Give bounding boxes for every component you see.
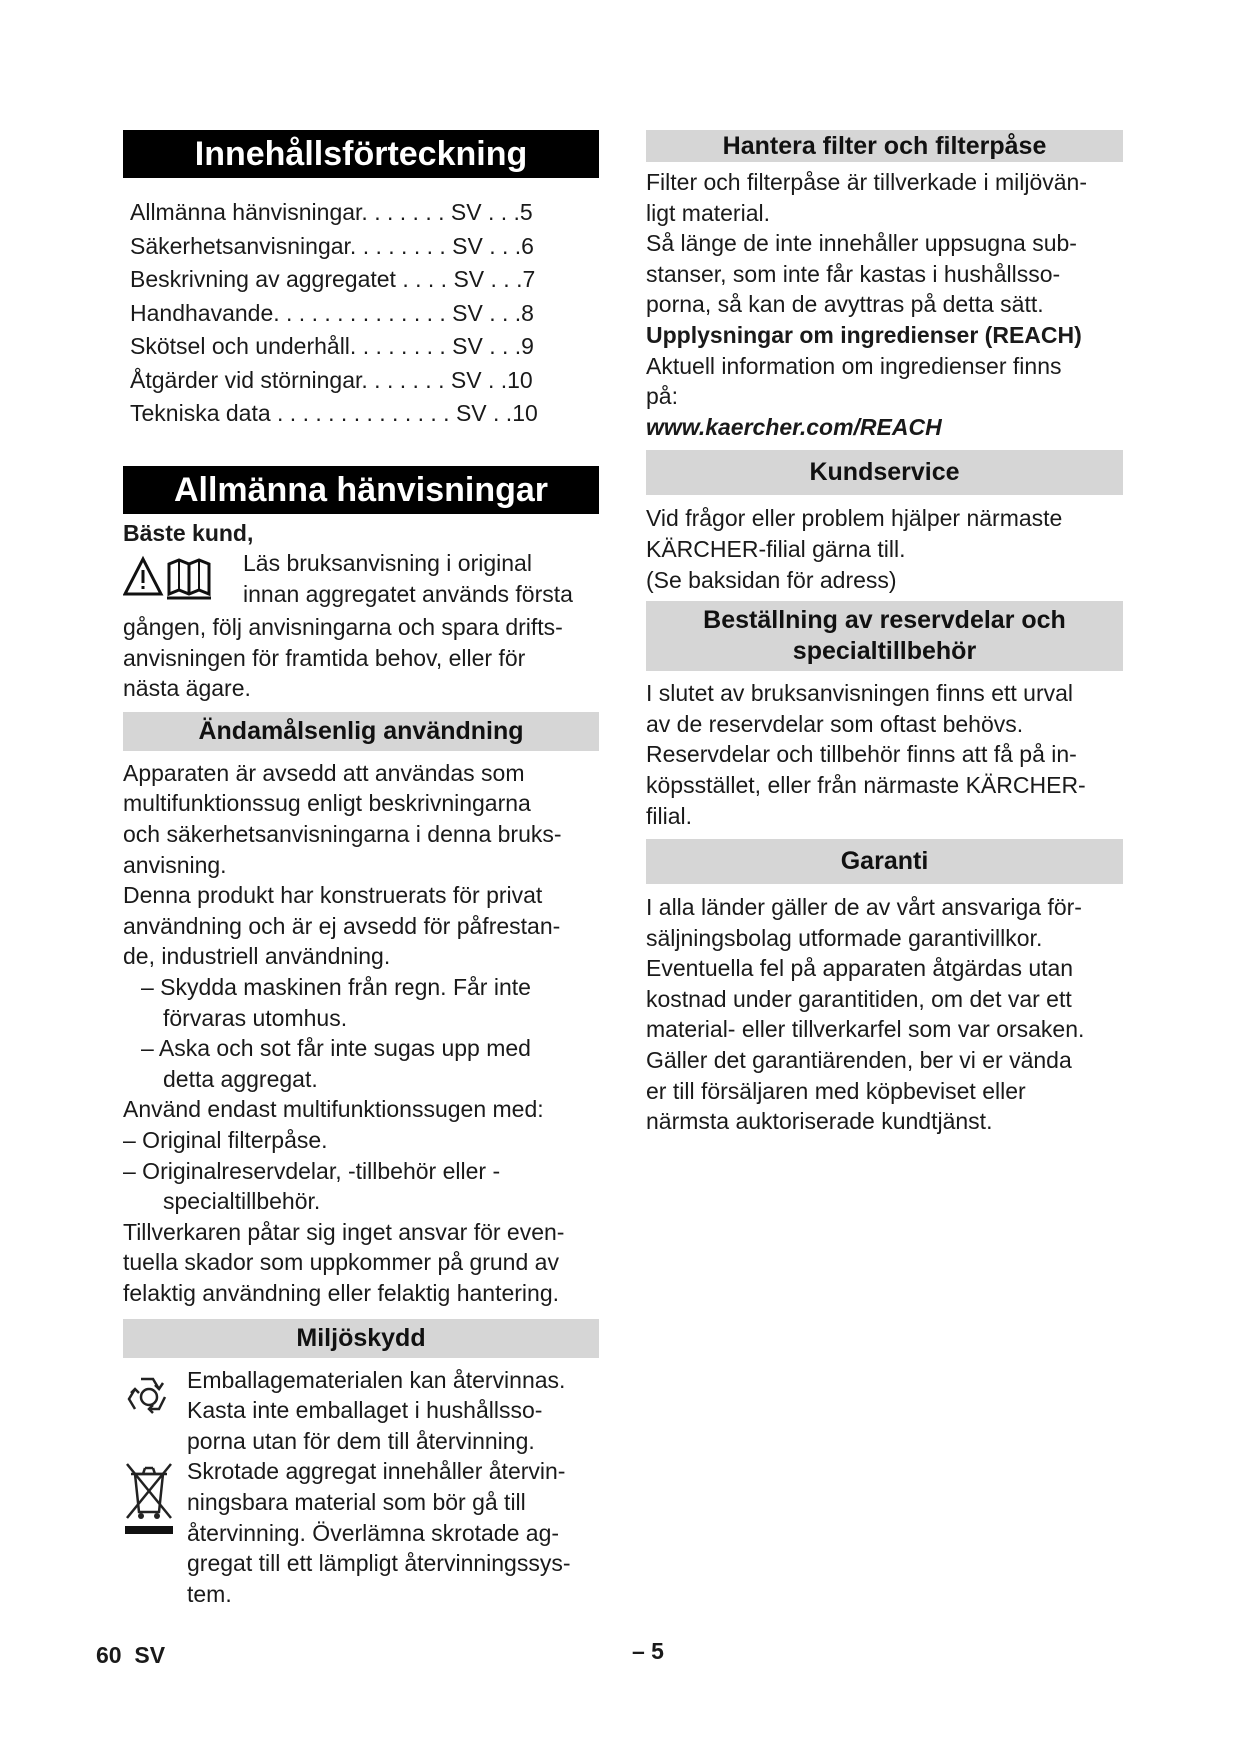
page-number: 60 (96, 1642, 122, 1668)
weee-bin-icon (123, 1460, 175, 1536)
toc-entry[interactable]: Skötsel och underhåll. . . . . . . . SV . . .9 (130, 333, 534, 359)
service-text: Vid frågor eller problem hjälper närmaste KÄRCHER-filial gärna till. (Se baksidan för adress) (646, 505, 1063, 593)
service-heading: Kundservice (646, 450, 1123, 495)
left-column (123, 130, 599, 1609)
list-item: – Original filterpåse. (123, 1127, 328, 1153)
section-page-number: – 5 (632, 1638, 664, 1664)
environment-text: Emballagematerialen kan återvinnas. Kasta inte emballaget i hushållsso- porna utan för dem till återvinning. Skrotade aggregat innehåller återvin- ningsbara material som bör gå till återvinning. Överlämna skrotade ag- gregat till ett lämpligt återvinningssys- tem. (123, 1365, 599, 1610)
filter-heading: Hantera filter och filterpåse (646, 130, 1123, 162)
general-heading: Allmänna hänvisningar (123, 466, 599, 514)
toc-entry[interactable]: Allmänna hänvisningar. . . . . . . SV . . .5 (130, 199, 533, 225)
environment-heading: Miljöskydd (123, 1319, 599, 1358)
reach-link[interactable]: www.kaercher.com/REACH (646, 413, 942, 440)
warranty-text: I alla länder gäller de av vårt ansvariga för- säljningsbolag utformade garantivillkor. Eventuella fel på apparaten åtgärdas utan kostnad under garantitiden, om det var ett material- eller tillverkarfel som var orsaken. Gäller det garantiärenden, ber vi er vända er till försäljaren med köpbeviset eller närmsta auktoriserade kundtjänst. (646, 894, 1085, 1135)
intended-use-heading: Ändamålsenlig användning (123, 712, 599, 751)
toc-entry[interactable]: Beskrivning av aggregatet . . . . SV . . .7 (130, 266, 536, 292)
parts-heading: Beställning av reservdelar och specialtillbehör (646, 601, 1123, 671)
list-item: – Originalreservdelar, -tillbehör eller - (123, 1157, 501, 1184)
toc-heading: Innehållsförteckning (123, 130, 599, 178)
table-of-contents (130, 196, 599, 431)
toc-entry[interactable]: Säkerhetsanvisningar. . . . . . . . SV . . .6 (130, 232, 534, 259)
warning-book-icon (123, 554, 237, 610)
page-footer (96, 1642, 165, 1669)
warning-manual-icons (123, 554, 243, 612)
toc-entry[interactable]: Åtgärder vid störningar. . . . . . . SV . .10 (130, 366, 533, 393)
language-code: SV (134, 1642, 166, 1668)
general-text: Läs bruksanvisning i original innan aggregatet används första gången, följ anvisningarna och spara drifts- anvisningen för framtida behov, eller för nästa ägare. (123, 550, 573, 702)
warranty-heading: Garanti (646, 839, 1123, 884)
intended-use-text: Apparaten är avsedd att användas som multifunktionssug enligt beskrivningarna och säkerhetsanvisningarna i denna bruks- anvisning. Denna produkt har konstruerats för privat användning och är ej avsedd för påfrestan- de, industriell användning. – Skydda maskinen från regn. Får inte förvaras utomhus. – Aska och sot får inte sugas upp med detta aggregat. Använd endast multifunktionssugen med: – Original filterpåse. – Originalreservdelar, -tillbehör eller - specialtillbehör. Tillverkaren påtar sig inget ansvar för even- tuella skador som uppkommer på grund av felaktig användning eller felaktig hantering. (123, 758, 599, 1309)
greeting: Bäste kund, (123, 519, 254, 546)
toc-entry[interactable]: Tekniska data . . . . . . . . . . . . . . SV . .10 (130, 400, 538, 426)
reach-heading: Upplysningar om ingredienser (REACH) (646, 321, 1082, 348)
parts-text: I slutet av bruksanvisningen finns ett urval av de reservdelar som oftast behövs. Reservdelar och tillbehör finns att få på in- köpsstället, eller från närmaste KÄRCHER- filial. (646, 680, 1086, 829)
recycle-icon (123, 1371, 175, 1423)
toc-entry[interactable]: Handhavande. . . . . . . . . . . . . . SV . . .8 (130, 299, 534, 326)
right-column (646, 130, 1123, 1137)
filter-text: Filter och filterpåse är tillverkade i miljövän- ligt material. Så länge de inte innehåller uppsugna sub- stanser, som inte får kastas i hushållsso- porna, så kan de avyttras på detta sätt. Upplysningar om ingredienser (REACH) Aktuell information om ingredienser finns på: www.kaercher.com/REACH (646, 167, 1123, 442)
list-item: – Aska och sot får inte sugas upp med (141, 1035, 531, 1062)
list-item: – Skydda maskinen från regn. Får inte (141, 974, 531, 1001)
